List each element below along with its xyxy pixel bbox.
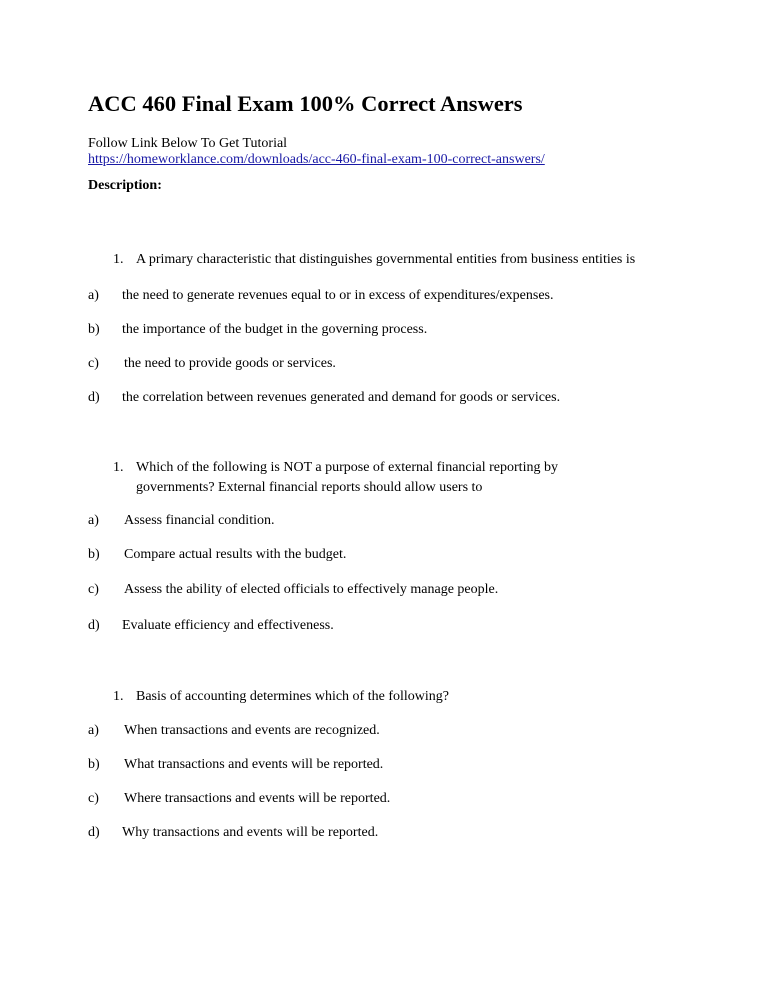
option-text: the need to generate revenues equal to or in excess of expenditures/expenses. (122, 288, 554, 303)
answer-option (88, 825, 378, 841)
question-number: 1. (113, 460, 124, 475)
option-text: What transactions and events will be reported. (124, 757, 384, 772)
option-label: d) (88, 825, 100, 840)
answer-option (88, 723, 380, 739)
question-text: A primary characteristic that distinguishes governmental entities from business entities is (136, 252, 636, 267)
answer-option (88, 618, 334, 634)
option-label: d) (88, 618, 100, 633)
document-title: ACC 460 Final Exam 100% Correct Answers (88, 91, 523, 116)
option-label: d) (88, 390, 100, 405)
answer-option (88, 757, 383, 773)
question-text-continued: governments? External financial reports should allow users to (136, 480, 483, 495)
option-text: Assess the ability of elected officials to effectively manage people. (124, 582, 499, 597)
question-text: Basis of accounting determines which of the following? (136, 689, 449, 704)
option-text: Assess financial condition. (124, 513, 275, 528)
option-label: b) (88, 547, 100, 562)
option-text: Evaluate efficiency and effectiveness. (122, 618, 334, 633)
option-label: c) (88, 582, 99, 597)
option-label: a) (88, 513, 99, 528)
question-number: 1. (113, 689, 124, 704)
question-number: 1. (113, 252, 124, 267)
tutorial-link[interactable]: https://homeworklance.com/downloads/acc-460-final-exam-100-correct-answers/ (88, 152, 545, 167)
option-label: c) (88, 356, 99, 371)
option-text: the need to provide goods or services. (124, 356, 336, 371)
answer-option (88, 390, 560, 406)
description-label: Description: (88, 178, 162, 193)
option-text: the correlation between revenues generated and demand for goods or services. (122, 390, 561, 405)
answer-option (88, 288, 554, 304)
option-text: Why transactions and events will be reported. (122, 825, 379, 840)
option-label: c) (88, 791, 99, 806)
option-text: When transactions and events are recognized. (124, 723, 380, 738)
option-label: a) (88, 288, 99, 303)
answer-option (88, 513, 274, 529)
question-text: Which of the following is NOT a purpose of external financial reporting by (136, 460, 558, 475)
option-text: the importance of the budget in the governing process. (122, 322, 428, 337)
option-text: Compare actual results with the budget. (124, 547, 347, 562)
option-label: b) (88, 757, 100, 772)
answer-option (88, 582, 498, 598)
answer-option (88, 791, 390, 807)
answer-option (88, 322, 427, 338)
intro-text: Follow Link Below To Get Tutorial (88, 136, 288, 151)
answer-option (88, 547, 346, 563)
option-text: Where transactions and events will be reported. (124, 791, 391, 806)
option-label: b) (88, 322, 100, 337)
answer-option (88, 356, 336, 372)
option-label: a) (88, 723, 99, 738)
